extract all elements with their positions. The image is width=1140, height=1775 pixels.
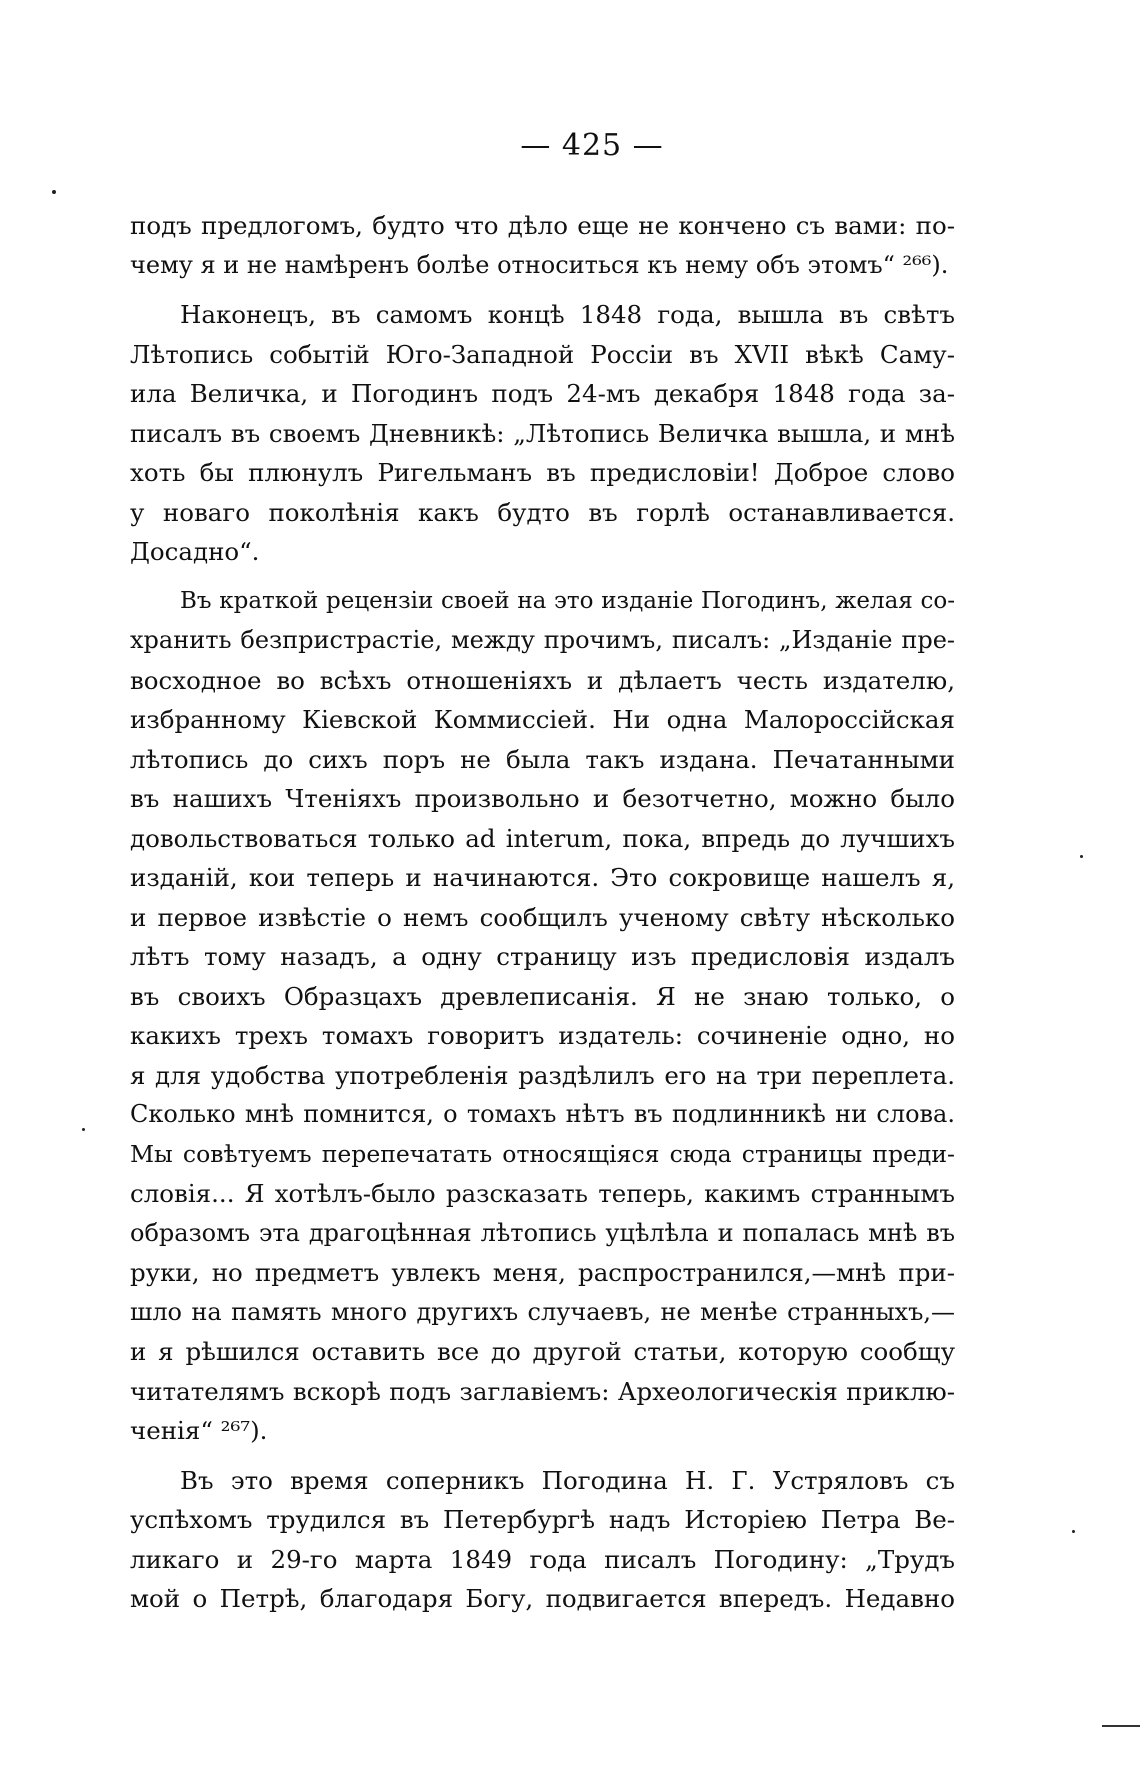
text-line: и я рѣшился оставить все до другой статьи, которую сообщу [130,1337,955,1366]
text-line: довольствоваться только ad interum, пока, впредь до лучшихъ [130,823,955,853]
text-line: ила Величка, и Погодинъ подъ 24-мъ декабря 1848 года за- [130,379,955,408]
scan-speck [82,1128,85,1131]
text-line: я для удобства употребленія раздѣлилъ его на три переплета. [130,1060,955,1090]
text-line: ченія“ ²⁶⁷). [130,1416,268,1445]
text-line: Мы совѣтуемъ перепечатать относящіяся сюда страницы преди- [130,1139,955,1168]
text-line: шло на память много другихъ случаевъ, не менѣе странныхъ,— [130,1297,955,1326]
paragraph [130,206,955,285]
scan-edge-mark [1102,1725,1140,1727]
paragraph [130,1461,955,1619]
text-line: Досадно“. [130,537,260,566]
text-line: лѣтопись до сихъ поръ не была такъ издана. Печатанными [130,744,955,774]
paragraph [130,582,955,1451]
text-line: и первое извѣстіе о немъ сообщилъ ученому свѣту нѣсколько [130,902,955,932]
text-line: лѣтъ тому назадъ, а одну страницу изъ предисловія издалъ [130,942,955,971]
scan-speck [52,190,56,194]
text-line: какихъ трехъ томахъ говоритъ издатель: сочиненіе одно, но [130,1021,955,1050]
text-line: Въ это время соперникъ Погодина Н. Г. Устряловъ съ [180,1465,955,1495]
paragraph [130,295,955,572]
text-line: Въ краткой рецензіи своей на это изданіе Погодинъ, желая со- [180,587,955,614]
text-line: словія... Я хотѣлъ-было разсказать теперь, какимъ страннымъ [130,1179,955,1208]
text-line: у новаго поколѣнія какъ будто въ горлѣ останавливается. [130,497,955,527]
text-line: образомъ эта драгоцѣнная лѣтопись уцѣлѣла и попалась мнѣ въ [130,1218,955,1247]
text-line: успѣхомъ трудился въ Петербургѣ надъ Исторіею Петра Ве- [130,1505,955,1534]
text-line: подъ предлогомъ, будто что дѣло еще не кончено съ вами: по- [130,211,955,240]
text-line: писалъ въ своемъ Дневникѣ: „Лѣтопись Величка вышла, и мнѣ [130,418,955,448]
text-line: избранному Кіевской Коммиссіей. Ни одна Малороссійская [130,705,955,734]
body-text [130,206,955,1619]
text-line: Сколько мнѣ помнится, о томахъ нѣтъ въ подлинникѣ ни слова. [130,1100,955,1128]
scan-speck [1080,855,1083,858]
text-line: мой о Петрѣ, благодаря Богу, подвигается впередъ. Недавно [130,1584,955,1613]
text-line: Наконецъ, въ самомъ концѣ 1848 года, вышла въ свѣтъ [180,300,955,329]
text-line: хоть бы плюнулъ Ригельманъ въ предисловіи! Доброе слово [130,458,955,487]
text-line: хранить безпристрастіе, между прочимъ, писалъ: „Изданіе пре- [130,626,955,654]
text-line: ликаго и 29-го марта 1849 года писалъ Погодину: „Трудъ [130,1544,955,1574]
text-line: читателямъ вскорѣ подъ заглавіемъ: Археологическія приклю- [130,1376,955,1406]
page-number: — 425 — [520,128,664,163]
text-line: въ своихъ Образцахъ древлеписанія. Я не знаю только, о [130,981,955,1011]
text-line: руки, но предметъ увлекъ меня, распространился,—мнѣ при- [130,1258,955,1287]
text-line: восходное во всѣхъ отношеніяхъ и дѣлаетъ честь издателю, [130,665,955,695]
text-line: Лѣтопись событій Юго-Западной Россіи въ XVII вѣкѣ Саму- [130,339,955,369]
text-line: въ нашихъ Чтеніяхъ произвольно и безотчетно, можно было [130,784,955,813]
text-line: изданій, кои теперь и начинаются. Это сокровище нашелъ я, [130,863,955,892]
text-line: чему я и не намѣренъ болѣе относиться къ нему объ этомъ“ ²⁶⁶). [130,250,949,279]
scan-speck [1072,1530,1075,1533]
